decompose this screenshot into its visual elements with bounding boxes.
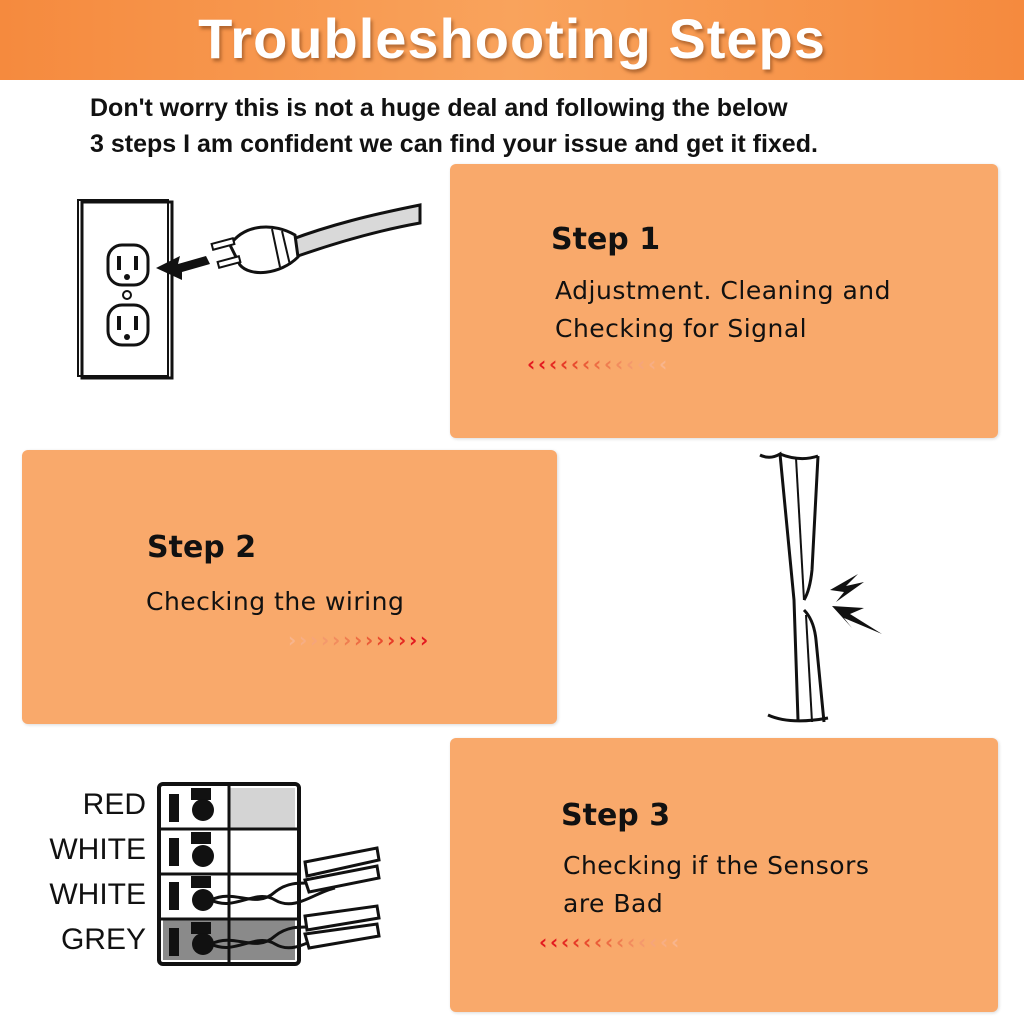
arrow-left-icon: ‹ ‹ ‹ ‹ ‹ ‹ ‹ ‹ ‹ ‹ ‹ ‹ ‹ xyxy=(527,352,662,376)
intro-line-2: 3 steps I am confident we can find your issue and get it fixed. xyxy=(90,130,818,158)
step-1-title: Step 1 xyxy=(551,222,661,257)
step-1-desc-line-2: Checking for Signal xyxy=(555,314,808,343)
step-1-desc-line-1: Adjustment. Cleaning and xyxy=(555,276,892,305)
terminal-block-icon xyxy=(155,780,385,970)
wire-label-red: RED xyxy=(82,788,146,821)
arrow-right-icon: › › › › › › › › › › › › › xyxy=(288,628,423,652)
step-3-desc-line-2: are Bad xyxy=(563,889,664,918)
intro-text xyxy=(90,90,990,162)
wire-label-white-2: WHITE xyxy=(49,878,146,911)
step-1-description xyxy=(555,272,891,348)
step-3-desc-line-1: Checking if the Sensors xyxy=(563,851,870,880)
step-3-description xyxy=(563,847,869,923)
wire-label-white-1: WHITE xyxy=(49,833,146,866)
step-2-description: Checking the wiring xyxy=(146,587,405,616)
wire-label-grey: GREY xyxy=(60,923,146,956)
power-plug-icon xyxy=(200,195,430,295)
step-2-title: Step 2 xyxy=(147,530,257,565)
intro-line-1: Don't worry this is not a huge deal and following the below xyxy=(90,94,788,122)
header-banner xyxy=(0,0,1024,80)
broken-wire-icon xyxy=(740,450,900,730)
arrow-left-icon: ‹ ‹ ‹ ‹ ‹ ‹ ‹ ‹ ‹ ‹ ‹ ‹ ‹ xyxy=(539,930,674,954)
page-title: Troubleshooting Steps xyxy=(198,7,826,70)
step-3-title: Step 3 xyxy=(561,798,671,833)
